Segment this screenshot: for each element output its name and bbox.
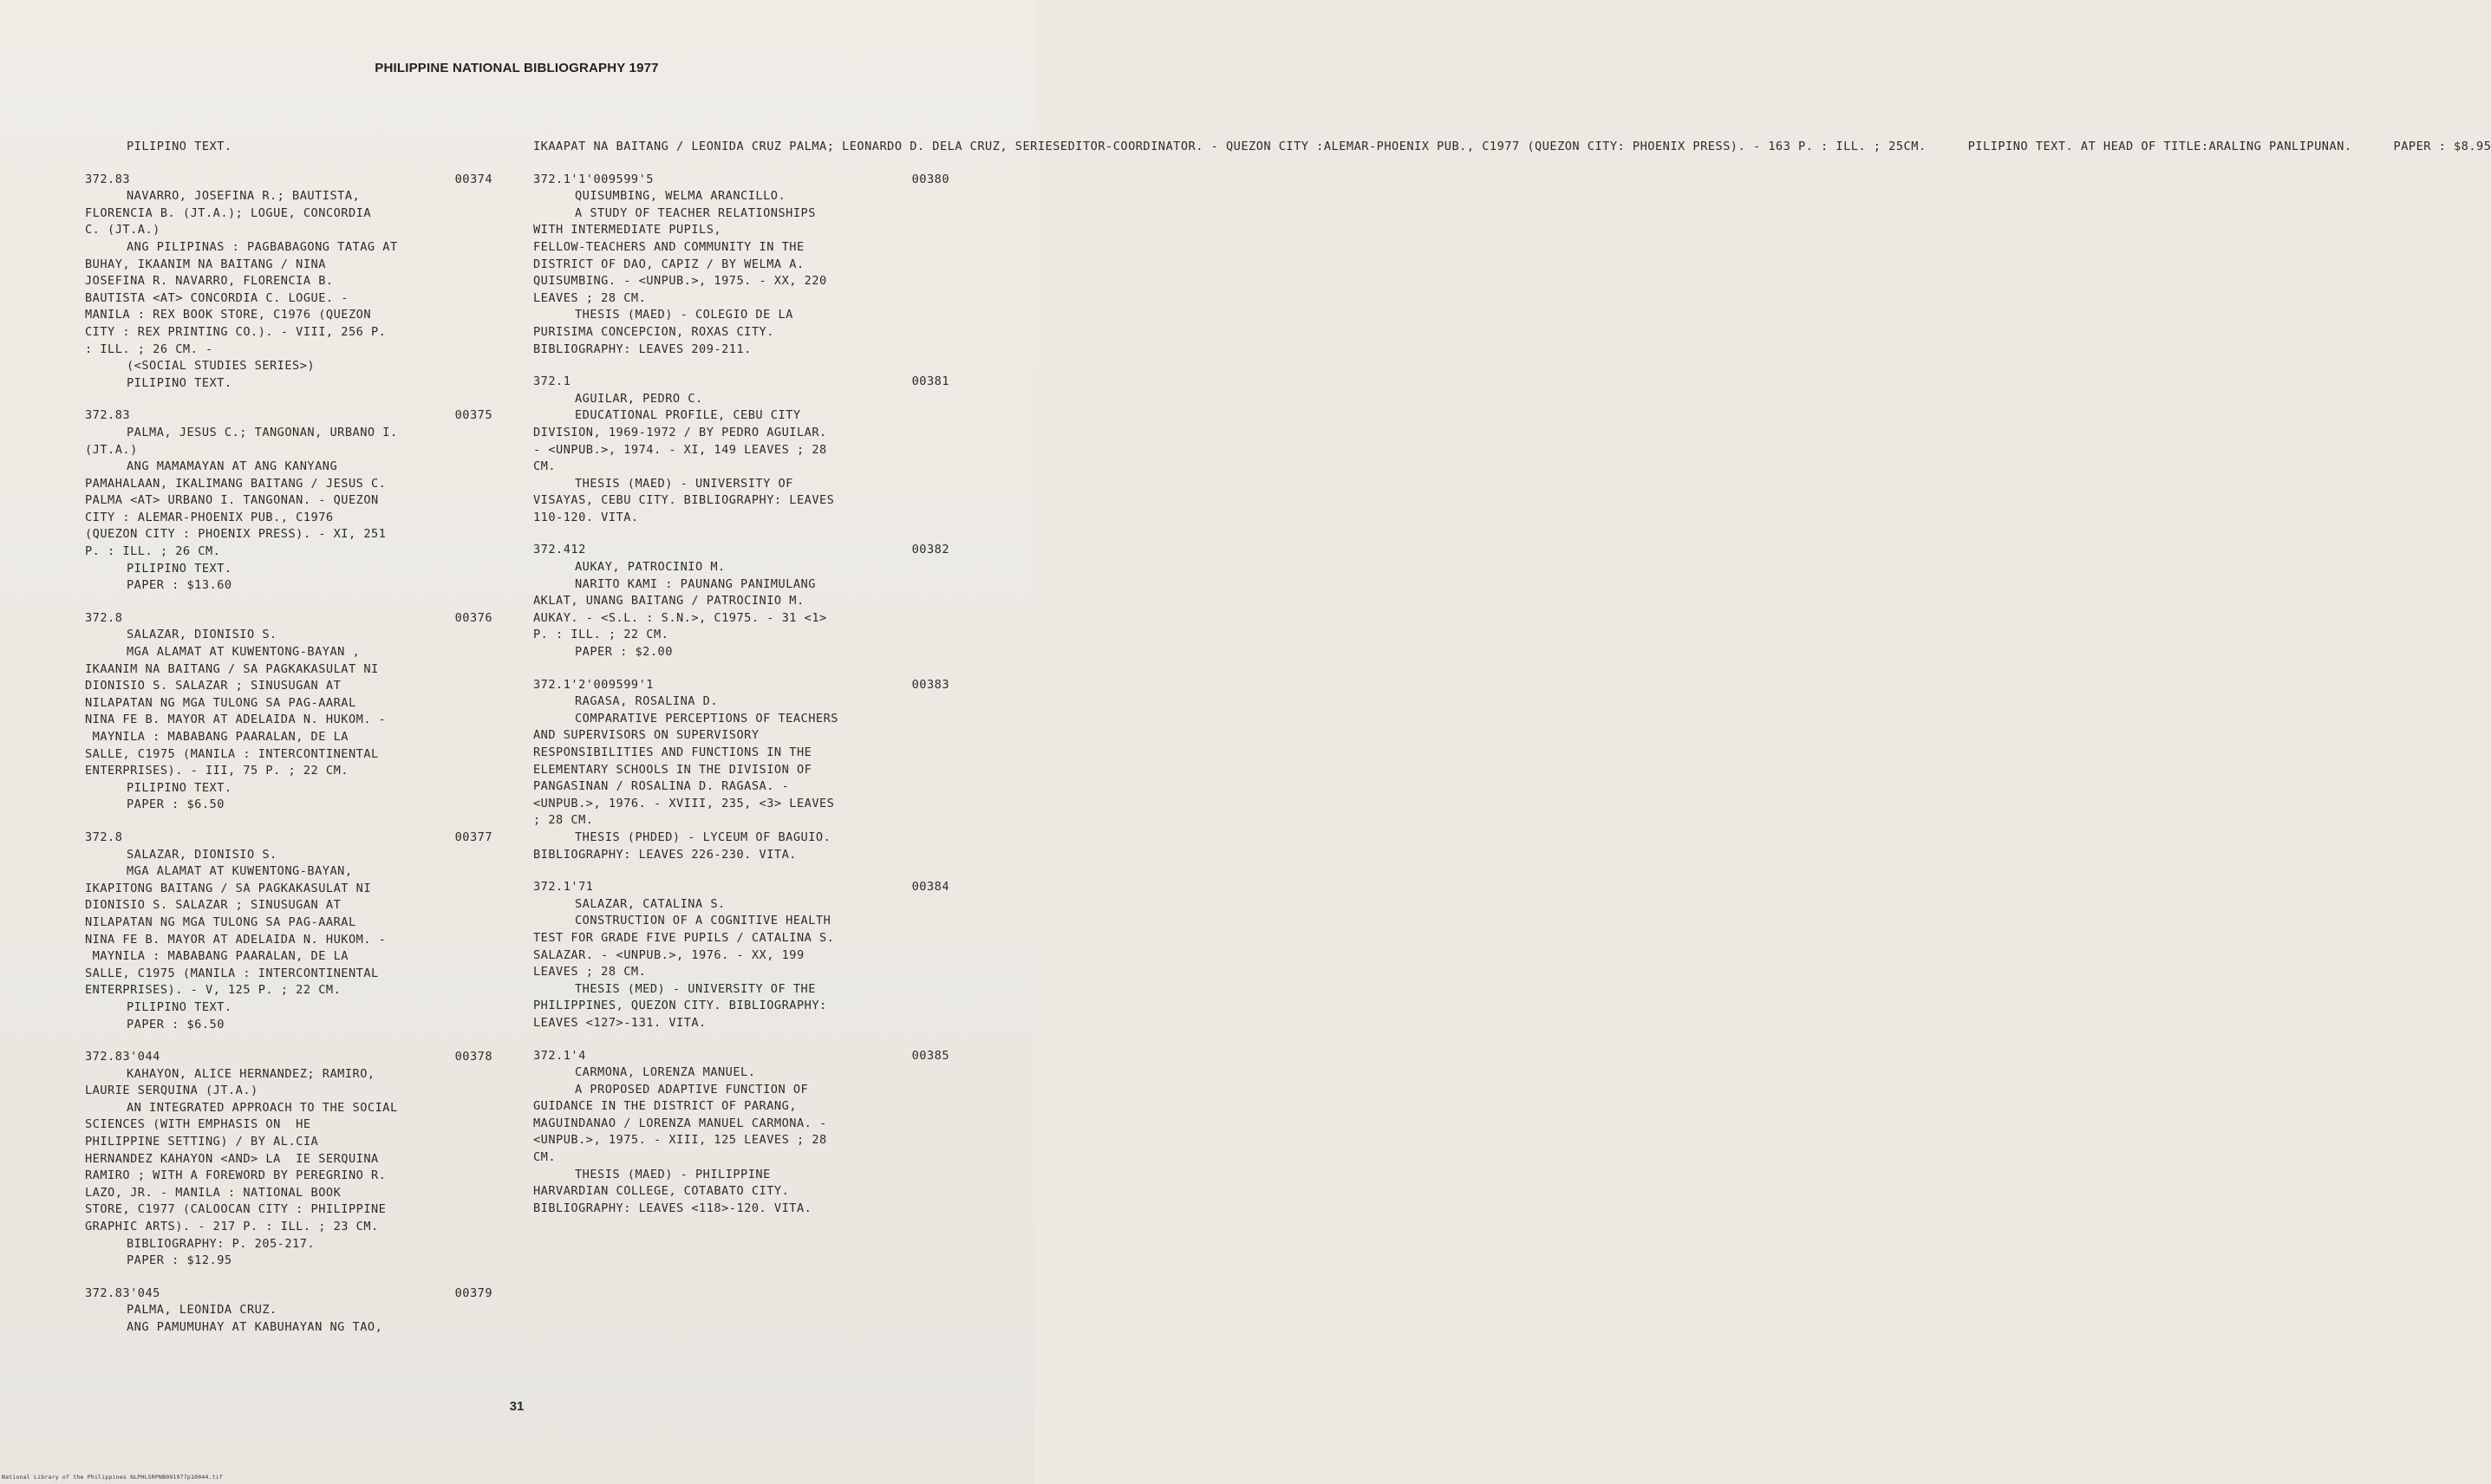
entry-text-line: PILIPINO TEXT. xyxy=(127,375,232,390)
entry-text-line: EDUCATIONAL PROFILE, CEBU CITY xyxy=(575,408,801,423)
entry-text-line: NILAPATAN NG MGA TULONG SA PAG-AARAL xyxy=(85,914,356,929)
entry-text-line: CM. xyxy=(1903,140,1927,153)
entry-text-line: WITH INTERMEDIATE PUPILS, xyxy=(533,223,722,238)
entry-text-line: QUISUMBING, WELMA ARANCILLO. xyxy=(575,189,786,204)
entry-text-line: PALMA <AT> URBANO I. TANGONAN. - QUEZON xyxy=(85,493,379,508)
entry-text-line: VISAYAS, CEBU CITY. BIBLIOGRAPHY: LEAVES xyxy=(533,493,835,508)
entry-text-line: FELLOW-TEACHERS AND COMMUNITY IN THE xyxy=(533,239,805,254)
entry-text-line: (QUEZON CITY : PHOENIX PRESS). - XI, 251 xyxy=(85,527,387,542)
entry-header xyxy=(533,879,949,896)
entry-text-line: BIBLIOGRAPHY: LEAVES 209-211. xyxy=(533,342,752,356)
entry-text-line: C. (JT.A.) xyxy=(85,223,160,238)
entry-text-line: <UNPUB.>, 1975. - XIII, 125 LEAVES ; 28 xyxy=(533,1133,827,1148)
entry-header xyxy=(85,1049,492,1066)
page-number: 31 xyxy=(509,1399,525,1414)
entry-text-line: ARALING PANLIPUNAN. xyxy=(2208,140,2352,153)
entry-header xyxy=(533,1048,949,1065)
entry-text-line: MAGUINDANAO / LORENZA MANUEL CARMONA. - xyxy=(533,1116,827,1130)
classification-number: 372.1'4 xyxy=(533,1048,586,1063)
entry-text-line: TEST FOR GRADE FIVE PUPILS / CATALINA S. xyxy=(533,930,835,945)
entry-text-line: QUISUMBING. - <UNPUB.>, 1975. - XX, 220 xyxy=(533,274,827,289)
entry-text-line: CITY : ALEMAR-PHOENIX PUB., C1976 xyxy=(85,510,334,524)
entry-text-line: RAGASA, ROSALINA D. xyxy=(575,694,718,709)
entry-number: 00378 xyxy=(454,1050,492,1064)
classification-number: 372.83 xyxy=(85,408,131,423)
entry-text-line: IKAAPAT NA BAITANG / LEONIDA CRUZ PALMA xyxy=(533,140,827,153)
entry-text-line: AN INTEGRATED APPROACH TO THE SOCIAL xyxy=(127,1100,398,1115)
entry-text-line: HERNANDEZ KAHAYON <AND> LA IE SERQUINA xyxy=(85,1151,379,1166)
entry-text-line: JOSEFINA R. NAVARRO, FLORENCIA B. xyxy=(85,274,334,289)
entry-text-line: AND SUPERVISORS ON SUPERVISORY xyxy=(533,728,760,743)
entry-number: 00380 xyxy=(911,172,949,186)
entry-text-line: PAPER : $6.50 xyxy=(127,1017,225,1032)
entry-text-line: AUKAY, PATROCINIO M. xyxy=(575,560,726,575)
entry-text-line: (<SOCIAL STUDIES SERIES>) xyxy=(127,359,316,374)
bibliography-entry xyxy=(533,374,949,526)
entry-text-line: PAPER : $6.50 xyxy=(127,797,225,812)
bibliography-entry xyxy=(85,1285,492,1337)
classification-number: 372.83 xyxy=(85,172,131,186)
bibliography-entry xyxy=(85,407,492,595)
classification-number: 372.1 xyxy=(533,374,571,389)
entry-text-line: <UNPUB.>, 1976. - XVIII, 235, <3> LEAVES xyxy=(533,796,835,810)
entry-text-line: THESIS (PHDED) - LYCEUM OF BAGUIO. xyxy=(575,830,831,844)
entry-text-line: PAMAHALAAN, IKALIMANG BAITANG / JESUS C. xyxy=(85,476,387,491)
left-column xyxy=(85,139,492,1352)
entry-text-line: CITY : REX PRINTING CO.). - VIII, 256 P. xyxy=(85,324,387,339)
entry-text-line: CM. xyxy=(533,459,557,474)
entry-text-line: PILIPINO TEXT. xyxy=(127,140,232,153)
entry-text-line: MAYNILA : MABABANG PAARALAN, DE LA xyxy=(85,730,349,744)
entry-text-line: HARVARDIAN COLLEGE, COTABATO CITY. xyxy=(533,1184,790,1199)
entry-text-line: ; LEONARDO D. DELA CRUZ, SERIES xyxy=(826,140,1060,153)
entry-header xyxy=(85,1285,492,1303)
entry-text-line: BUHAY, IKAANIM NA BAITANG / NINA xyxy=(85,257,326,271)
entry-text-line: LEAVES <127>-131. VITA. xyxy=(533,1015,707,1030)
entry-text-line: GUIDANCE IN THE DISTRICT OF PARANG, xyxy=(533,1099,797,1114)
entry-text-line: PAPER : $2.00 xyxy=(575,645,673,660)
entry-text-line: PANGASINAN / ROSALINA D. RAGASA. - xyxy=(533,779,790,794)
entry-text-line: PURISIMA CONCEPCION, ROXAS CITY. xyxy=(533,324,774,339)
entry-text-line: ANG PAMUMUHAY AT KABUHAYAN NG TAO, xyxy=(127,1320,383,1334)
entry-header xyxy=(533,374,949,391)
entry-text-line: KAHAYON, ALICE HERNANDEZ; RAMIRO, xyxy=(127,1066,375,1081)
entry-text-line: CARMONA, LORENZA MANUEL. xyxy=(575,1065,756,1080)
entry-number: 00384 xyxy=(911,880,949,895)
continued-entry-fragment xyxy=(85,139,492,156)
entry-text-line: SALAZAR. - <UNPUB.>, 1976. - XX, 199 xyxy=(533,947,805,962)
bibliography-entry xyxy=(533,542,949,661)
classification-number: 372.1'2'009599'1 xyxy=(533,677,654,692)
entry-text-line: MGA ALAMAT AT KUWENTONG-BAYAN, xyxy=(127,864,353,879)
entry-header xyxy=(533,542,949,559)
bibliography-entry xyxy=(85,830,492,1033)
bibliography-entry xyxy=(533,172,949,359)
entry-text-line: SCIENCES (WITH EMPHASIS ON HE xyxy=(85,1117,311,1132)
entry-text-line: DIONISIO S. SALAZAR ; SINUSUGAN AT xyxy=(85,898,342,913)
entry-text-line: AKLAT, UNANG BAITANG / PATROCINIO M. xyxy=(533,594,805,609)
entry-number: 00381 xyxy=(911,374,949,389)
entry-text-line: NAVARRO, JOSEFINA R.; BAUTISTA, xyxy=(127,189,361,204)
entry-text-line: EDITOR-COORDINATOR. - QUEZON CITY : xyxy=(1060,140,1324,153)
entry-text-line: P. : ILL. ; 22 CM. xyxy=(533,628,669,642)
entry-text-line: PILIPINO TEXT. xyxy=(127,780,232,795)
entry-text-line: CONSTRUCTION OF A COGNITIVE HEALTH xyxy=(575,914,831,928)
entry-number: 00382 xyxy=(911,543,949,557)
entry-text-line: STORE, C1977 (CALOOCAN CITY : PHILIPPINE xyxy=(85,1202,387,1217)
continued-entry-fragment xyxy=(533,139,2491,156)
entry-text-line: PHILIPPINE SETTING) / BY AL.CIA xyxy=(85,1135,319,1149)
entry-text-line: PAPER : $13.60 xyxy=(127,578,232,593)
entry-text-line: A PROPOSED ADAPTIVE FUNCTION OF xyxy=(575,1082,809,1097)
entry-text-line: MAYNILA : MABABANG PAARALAN, DE LA xyxy=(85,949,349,964)
classification-number: 372.83'044 xyxy=(85,1050,160,1064)
entry-text-line: ALEMAR-PHOENIX PUB., C1977 (QUEZON CITY xyxy=(1323,140,1618,153)
entry-text-line: THESIS (MED) - UNIVERSITY OF THE xyxy=(575,981,816,996)
entry-number: 00375 xyxy=(454,408,492,423)
entry-text-line: ELEMENTARY SCHOOLS IN THE DIVISION OF xyxy=(533,762,812,777)
bibliography-entry xyxy=(85,1049,492,1270)
classification-number: 372.8 xyxy=(85,610,123,625)
bibliography-entry xyxy=(533,879,949,1032)
classification-number: 372.83'045 xyxy=(85,1285,160,1300)
entry-number: 00376 xyxy=(454,610,492,625)
entry-text-line: (JT.A.) xyxy=(85,442,138,457)
entry-text-line: DIVISION, 1969-1972 / BY PEDRO AGUILAR. xyxy=(533,425,827,439)
entry-header xyxy=(85,407,492,425)
scan-footer: National Library of the Philippines NLPHLSRPNB091977p10044.tif xyxy=(2,1474,224,1481)
entry-text-line: SALAZAR, DIONISIO S. xyxy=(127,847,277,862)
entry-text-line: AGUILAR, PEDRO C. xyxy=(575,391,703,406)
entry-text-line: PILIPINO TEXT. xyxy=(127,999,232,1014)
entry-header xyxy=(85,610,492,628)
entry-text-line: PAPER : $8.95 xyxy=(2393,140,2491,153)
entry-text-line: MGA ALAMAT AT KUWENTONG-BAYAN , xyxy=(127,645,361,660)
entry-text-line: NINA FE B. MAYOR AT ADELAIDA N. HUKOM. - xyxy=(85,932,387,947)
entry-text-line: IKAANIM NA BAITANG / SA PAGKAKASULAT NI xyxy=(85,661,379,676)
entry-text-line: - <UNPUB.>, 1974. - XI, 149 LEAVES ; 28 xyxy=(533,442,827,457)
entry-text-line: BIBLIOGRAPHY: LEAVES <118>-120. VITA. xyxy=(533,1201,812,1215)
entry-text-line: RESPONSIBILITIES AND FUNCTIONS IN THE xyxy=(533,745,812,759)
entry-text-line: PAPER : $12.95 xyxy=(127,1253,232,1268)
entry-text-line: PHILIPPINES, QUEZON CITY. BIBLIOGRAPHY: xyxy=(533,999,827,1013)
entry-text-line: MANILA : REX BOOK STORE, C1976 (QUEZON xyxy=(85,308,371,322)
entry-text-line: 110-120. VITA. xyxy=(533,510,639,524)
bibliography-entry xyxy=(533,677,949,864)
classification-number: 372.8 xyxy=(85,830,123,844)
entry-text-line: PALMA, LEONIDA CRUZ. xyxy=(127,1303,277,1318)
entry-text-line: SALAZAR, CATALINA S. xyxy=(575,896,726,911)
entry-number: 00374 xyxy=(454,172,492,186)
entry-text-line: IKAPITONG BAITANG / SA PAGKAKASULAT NI xyxy=(85,881,371,895)
entry-text-line: NINA FE B. MAYOR AT ADELAIDA N. HUKOM. - xyxy=(85,713,387,727)
entry-text-line: BIBLIOGRAPHY: P. 205-217. xyxy=(127,1236,316,1251)
bibliography-entry xyxy=(85,172,492,393)
entry-text-line: AUKAY. - <S.L. : S.N.>, C1975. - 31 <1> xyxy=(533,610,827,625)
bibliography-entry xyxy=(85,610,492,814)
entry-number: 00379 xyxy=(454,1285,492,1300)
entry-header xyxy=(533,677,949,694)
entry-text-line: LEAVES ; 28 CM. xyxy=(533,965,647,980)
entry-text-line: ANG MAMAMAYAN AT ANG KANYANG xyxy=(127,459,338,474)
entry-text-line: : ILL. ; 26 CM. - xyxy=(85,342,213,356)
entry-text-line: A STUDY OF TEACHER RELATIONSHIPS xyxy=(575,205,816,220)
entry-text-line: GRAPHIC ARTS). - 217 P. : ILL. ; 23 CM. xyxy=(85,1220,379,1234)
entry-text-line: BIBLIOGRAPHY: LEAVES 226-230. VITA. xyxy=(533,847,797,862)
entry-number: 00383 xyxy=(911,677,949,692)
entry-text-line: LEAVES ; 28 CM. xyxy=(533,290,647,305)
entry-text-line: DIONISIO S. SALAZAR ; SINUSUGAN AT xyxy=(85,679,342,693)
entry-text-line: COMPARATIVE PERCEPTIONS OF TEACHERS xyxy=(575,711,838,726)
entry-text-line: : PHOENIX PRESS). - 163 P. : ILL. ; 25 xyxy=(1617,140,1904,153)
entry-number: 00377 xyxy=(454,830,492,844)
entry-header xyxy=(85,172,492,189)
entry-text-line: P. : ILL. ; 26 CM. xyxy=(85,544,221,559)
entry-text-line: ; 28 CM. xyxy=(533,813,594,828)
entry-text-line: SALLE, C1975 (MANILA : INTERCONTINENTAL xyxy=(85,746,379,761)
entry-header xyxy=(533,172,949,189)
right-column xyxy=(533,139,2491,1233)
entry-text-line: PILIPINO TEXT. xyxy=(127,561,232,576)
entry-text-line: ENTERPRISES). - V, 125 P. ; 22 CM. xyxy=(85,983,342,998)
entry-text-line: PALMA, JESUS C.; TANGONAN, URBANO I. xyxy=(127,425,398,439)
entry-text-line: SALLE, C1975 (MANILA : INTERCONTINENTAL xyxy=(85,966,379,980)
entry-text-line: THESIS (MAED) - UNIVERSITY OF xyxy=(575,476,793,491)
entry-text-line: NARITO KAMI : PAUNANG PANIMULANG xyxy=(575,576,816,591)
entry-text-line: ANG PILIPINAS : PAGBABAGONG TATAG AT xyxy=(127,239,398,254)
entry-text-line: NILAPATAN NG MGA TULONG SA PAG-AARAL xyxy=(85,695,356,710)
classification-number: 372.1'71 xyxy=(533,880,594,895)
entry-text-line: THESIS (MAED) - PHILIPPINE xyxy=(575,1167,771,1181)
entry-text-line: LAURIE SERQUINA (JT.A.) xyxy=(85,1084,258,1098)
classification-number: 372.1'1'009599'5 xyxy=(533,172,654,186)
entry-text-line: FLORENCIA B. (JT.A.); LOGUE, CONCORDIA xyxy=(85,205,371,220)
entry-text-line: LAZO, JR. - MANILA : NATIONAL BOOK xyxy=(85,1185,342,1200)
entry-text-line: DISTRICT OF DAO, CAPIZ / BY WELMA A. xyxy=(533,257,805,271)
page-title: PHILIPPINE NATIONAL BIBLIOGRAPHY 1977 xyxy=(375,61,659,75)
entry-text-line: ENTERPRISES). - III, 75 P. ; 22 CM. xyxy=(85,764,349,778)
entry-text-line: CM. xyxy=(533,1150,557,1165)
entry-text-line: SALAZAR, DIONISIO S. xyxy=(127,628,277,642)
entry-header xyxy=(85,830,492,847)
entry-text-line: BAUTISTA <AT> CONCORDIA C. LOGUE. - xyxy=(85,290,349,305)
entry-text-line: PILIPINO TEXT. AT HEAD OF TITLE: xyxy=(1967,140,2209,153)
entry-number: 00385 xyxy=(911,1048,949,1063)
bibliography-entry xyxy=(533,1048,949,1218)
entry-text-line: THESIS (MAED) - COLEGIO DE LA xyxy=(575,308,793,322)
entry-text-line: RAMIRO ; WITH A FOREWORD BY PEREGRINO R. xyxy=(85,1168,387,1183)
classification-number: 372.412 xyxy=(533,543,586,557)
